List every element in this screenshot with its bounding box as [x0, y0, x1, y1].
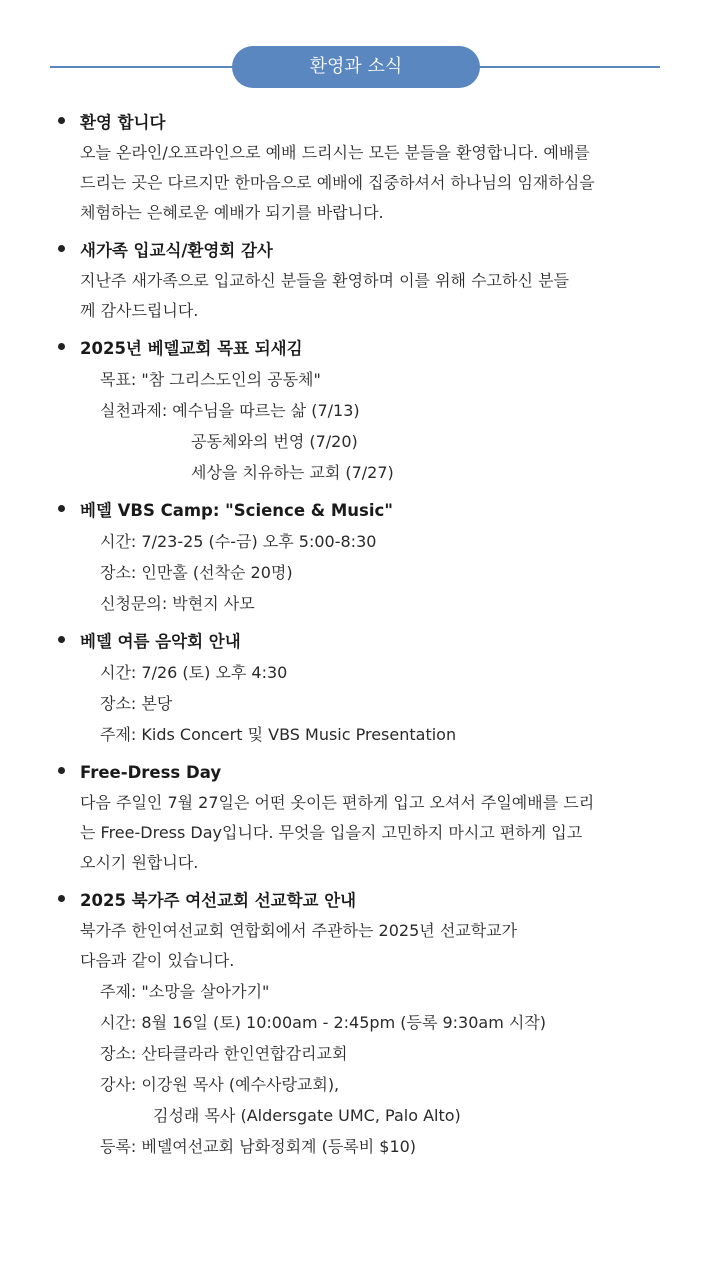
- item-text: 는 Free-Dress Day입니다. 무엇을 입을지 고민하지 마시고 편하게 입고: [80, 823, 583, 842]
- item-text: 드리는 곳은 다르지만 한마음으로 예배에 집중하셔서 하나님의 임재하심을: [80, 173, 595, 192]
- item-text: 체험하는 은혜로운 예배가 되기를 바랍니다.: [80, 203, 384, 222]
- item-detail: 장소: 산타클라라 한인연합감리교회: [100, 1044, 348, 1063]
- item-text: 지난주 새가족으로 입교하신 분들을 환영하며 이를 위해 수고하신 분들: [80, 271, 569, 290]
- item-detail: 주제: Kids Concert 및 VBS Music Presentation: [100, 725, 457, 744]
- announcement-item: [0, 236, 714, 326]
- section-header: [0, 0, 714, 110]
- item-title: 베델 VBS Camp: "Science & Music": [80, 501, 393, 520]
- item-detail: 김성래 목사 (Aldersgate UMC, Palo Alto): [153, 1106, 461, 1125]
- section-title: 환영과 소식: [232, 46, 480, 88]
- item-detail: 시간: 7/26 (토) 오후 4:30: [100, 663, 288, 682]
- bullet-icon: [58, 245, 65, 252]
- item-detail: 장소: 인만홀 (선착순 20명): [100, 563, 293, 582]
- item-title: 베델 여름 음악회 안내: [80, 632, 241, 651]
- item-title: 새가족 입교식/환영회 감사: [80, 241, 273, 260]
- item-title: Free-Dress Day: [80, 763, 222, 782]
- item-text: 오늘 온라인/오프라인으로 예배 드리시는 모든 분들을 환영합니다. 예배를: [80, 143, 590, 162]
- item-detail: 등록: 베델여선교회 남화정회계 (등록비 $10): [100, 1137, 417, 1156]
- item-text: 께 감사드립니다.: [80, 301, 199, 320]
- bullet-icon: [58, 343, 65, 350]
- bullet-icon: [58, 636, 65, 643]
- item-detail: 실천과제: 예수님을 따르는 삶 (7/13): [100, 401, 360, 420]
- announcement-item: [0, 758, 714, 878]
- item-text: 다음과 같이 있습니다.: [80, 951, 235, 970]
- bullet-icon: [58, 117, 65, 124]
- item-text: 오시기 원합니다.: [80, 853, 199, 872]
- bullet-icon: [58, 895, 65, 902]
- announcement-item: [0, 108, 714, 228]
- announcement-item: [0, 627, 714, 750]
- announcement-item: [0, 886, 714, 1162]
- item-detail: 주제: "소망을 살아가기": [100, 982, 270, 1001]
- item-detail: 시간: 7/23-25 (수-금) 오후 5:00-8:30: [100, 532, 377, 551]
- item-detail: 세상을 치유하는 교회 (7/27): [191, 463, 394, 482]
- item-title: 2025년 베델교회 목표 되새김: [80, 339, 303, 358]
- bullet-icon: [58, 505, 65, 512]
- item-title: 2025 북가주 여선교회 선교학교 안내: [80, 891, 357, 910]
- item-text: 다음 주일인 7월 27일은 어떤 옷이든 편하게 입고 오셔서 주일예배를 드리: [80, 793, 595, 812]
- item-detail: 신청문의: 박현지 사모: [100, 594, 255, 613]
- announcement-item: [0, 496, 714, 619]
- item-detail: 공동체와의 번영 (7/20): [191, 432, 358, 451]
- item-title: 환영 합니다: [80, 113, 166, 132]
- item-detail: 목표: "참 그리스도인의 공동체": [100, 370, 321, 389]
- item-detail: 시간: 8월 16일 (토) 10:00am - 2:45pm (등록 9:30am 시작): [100, 1013, 547, 1032]
- announcements: [0, 108, 714, 1170]
- item-detail: 장소: 본당: [100, 694, 173, 713]
- item-text: 북가주 한인여선교회 연합회에서 주관하는 2025년 선교학교가: [80, 921, 518, 940]
- bullet-icon: [58, 767, 65, 774]
- item-detail: 강사: 이강원 목사 (예수사랑교회),: [100, 1075, 340, 1094]
- announcement-item: [0, 334, 714, 488]
